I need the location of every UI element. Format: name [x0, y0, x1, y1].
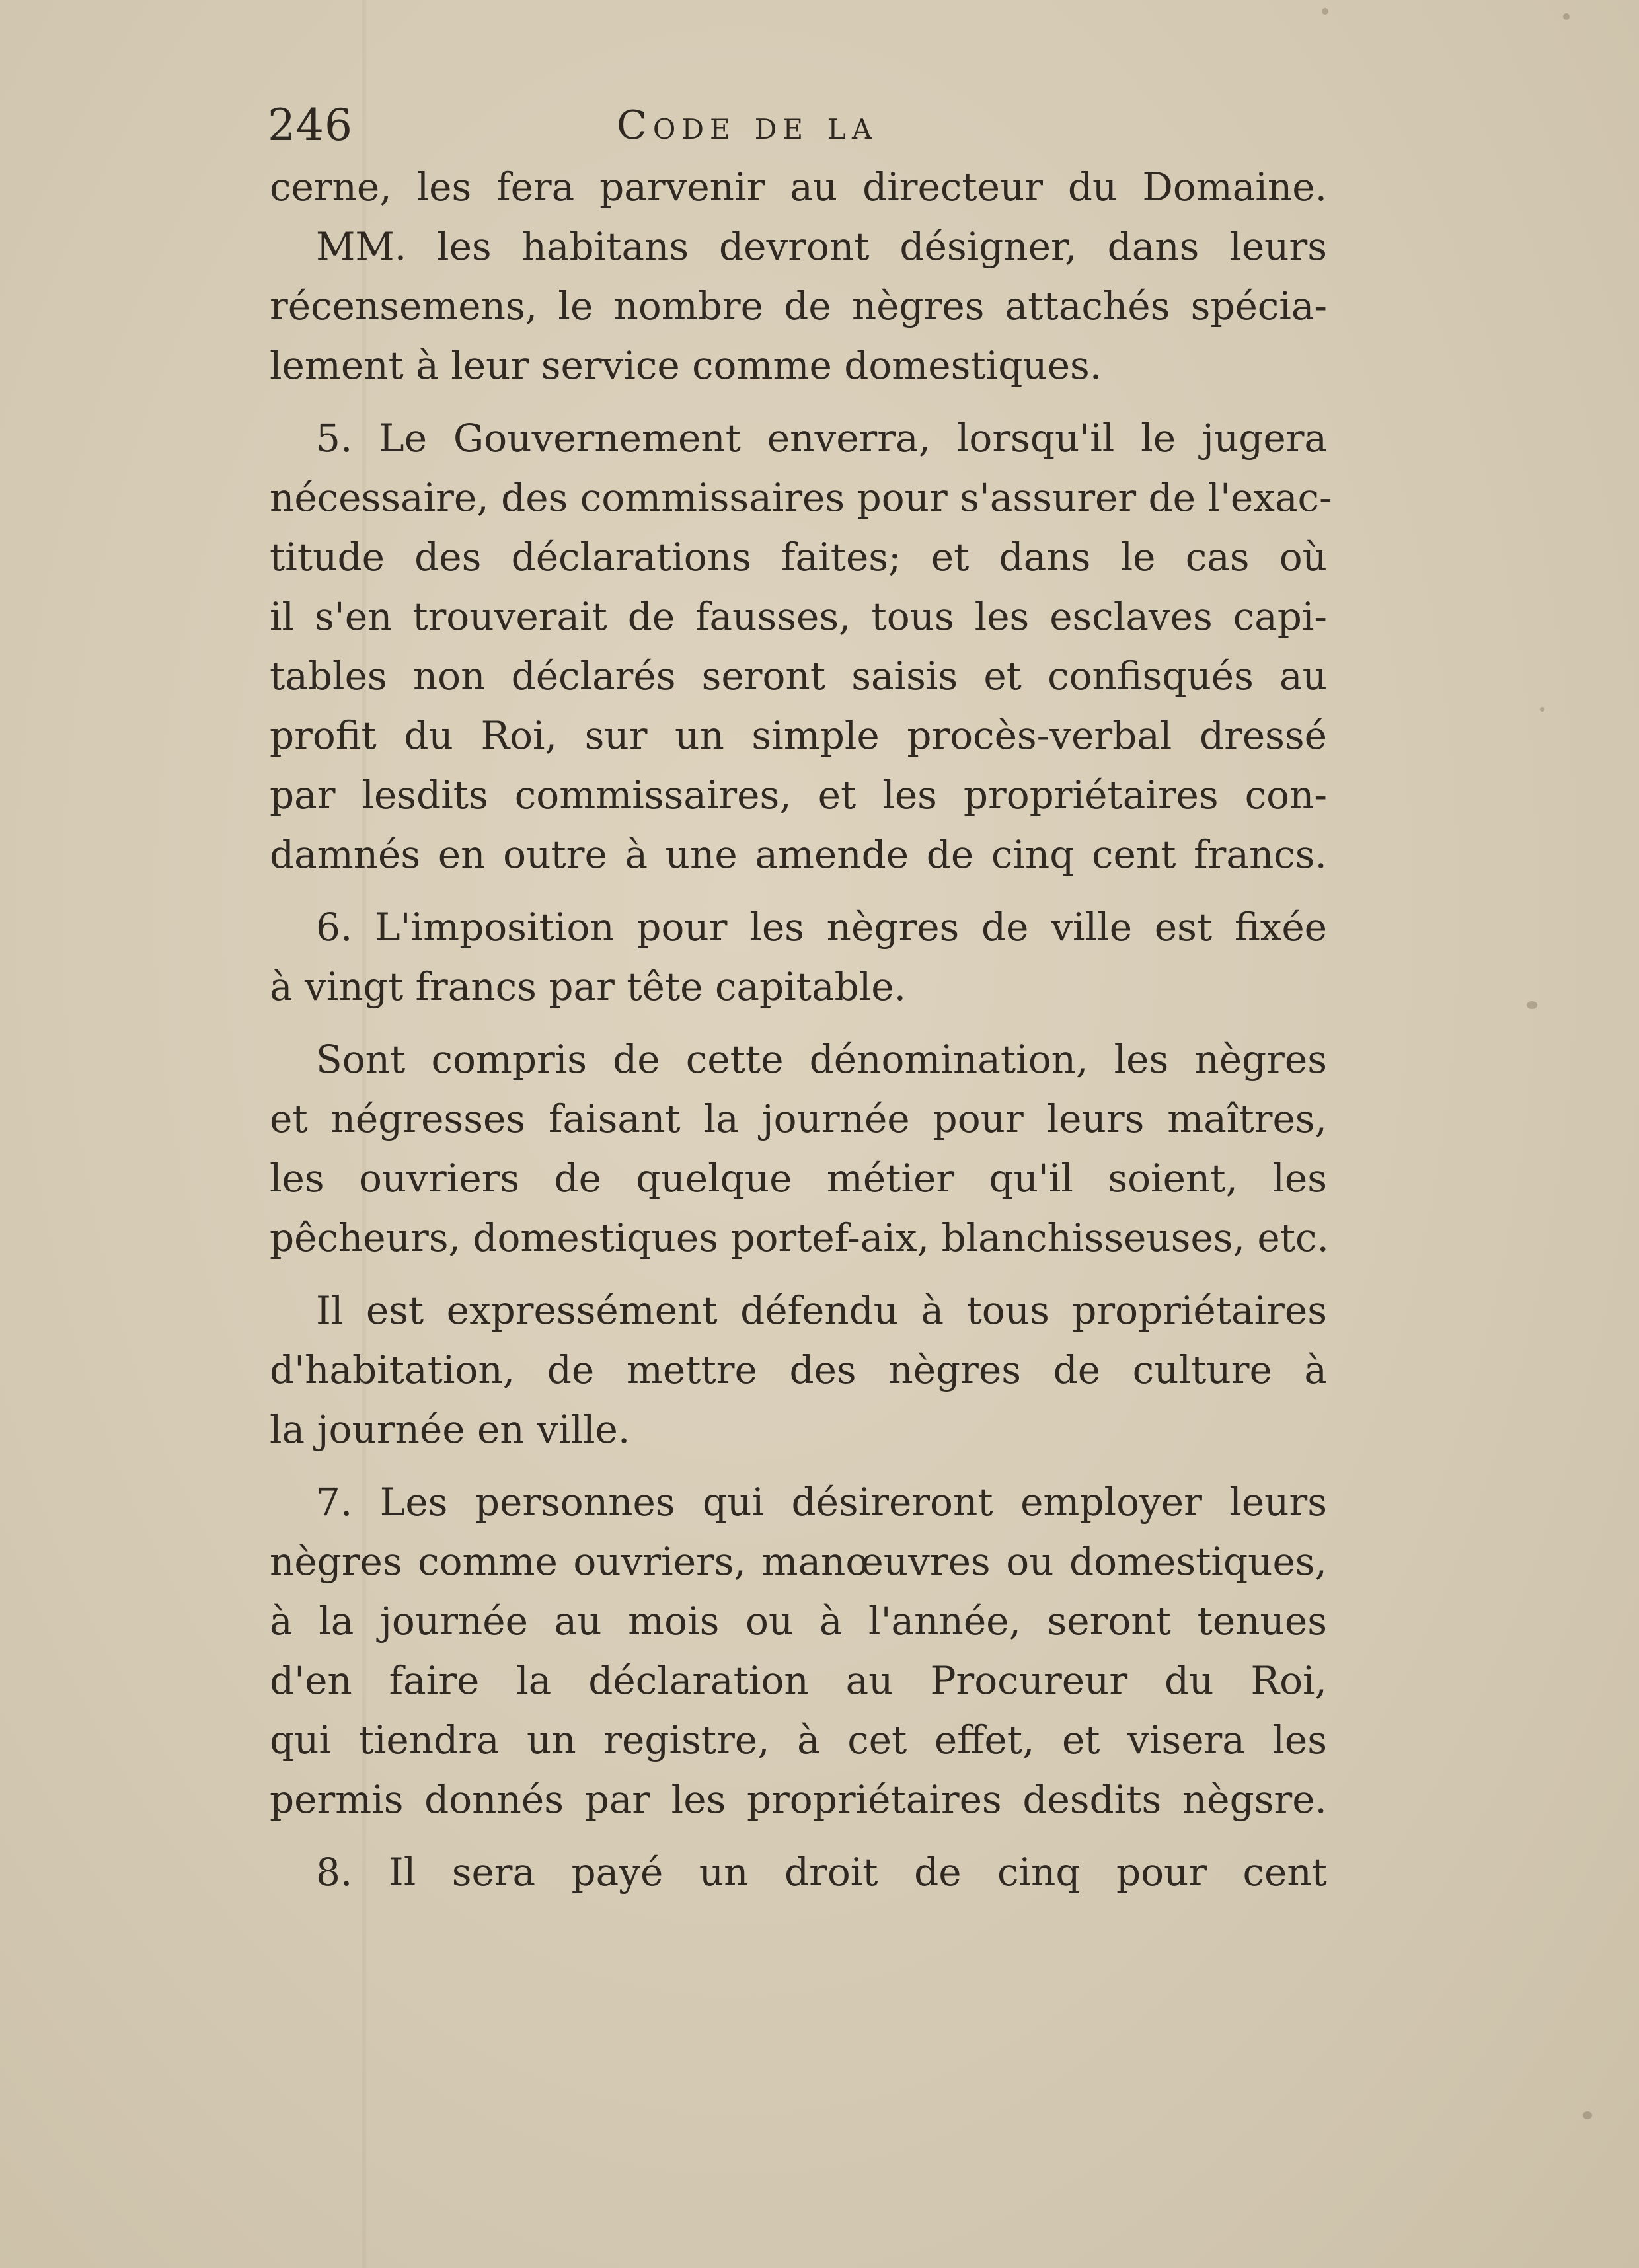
- text-line: MM. les habitans devront désigner, dans leurs: [316, 224, 1327, 269]
- foxing-spot: [1583, 2111, 1592, 2119]
- text-line: 6. L'imposition pour les nègres de ville est fixée: [316, 905, 1327, 950]
- text-line: Il est expressément défendu à tous propriétaires: [316, 1288, 1327, 1333]
- running-header: [268, 99, 1325, 152]
- text-line: 8. Il sera payé un droit de cinq pour cent: [316, 1850, 1327, 1895]
- text-line: à la journée au mois ou à l'année, seront tenues: [270, 1599, 1327, 1644]
- text-line: profit du Roi, sur un simple procès-verbal dressé: [270, 713, 1327, 758]
- text-line: 5. Le Gouvernement enverra, lorsqu'il le jugera: [316, 416, 1327, 461]
- text-line: permis donnés par les propriétaires desdits nègsre.: [270, 1777, 1327, 1822]
- text-line: 7. Les personnes qui désireront employer leurs: [316, 1480, 1327, 1525]
- running-title: Code de la: [617, 102, 878, 149]
- text-line: nécessaire, des commissaires pour s'assurer de l'exac-: [270, 475, 1332, 520]
- text-line: d'en faire la déclaration au Procureur du Roi,: [270, 1658, 1327, 1703]
- foxing-spot: [1322, 8, 1328, 15]
- foxing-spot: [1563, 13, 1570, 20]
- text-line: la journée en ville.: [270, 1407, 630, 1452]
- foxing-spot: [1527, 1001, 1537, 1009]
- text-line: et négresses faisant la journée pour leurs maîtres,: [270, 1096, 1327, 1141]
- text-line: qui tiendra un registre, à cet effet, et visera les: [270, 1718, 1327, 1762]
- text-line: par lesdits commissaires, et les propriétaires con-: [270, 773, 1327, 817]
- text-line: cerne, les fera parvenir au directeur du Domaine.: [270, 165, 1327, 209]
- text-line: tables non déclarés seront saisis et confisqués au: [270, 654, 1327, 699]
- text-line: nègres comme ouvriers, manœuvres ou domestiques,: [270, 1539, 1327, 1584]
- text-line: d'habitation, de mettre des nègres de culture à: [270, 1347, 1327, 1392]
- text-line: les ouvriers de quelque métier qu'il soient, les: [270, 1156, 1327, 1201]
- foxing-spot: [1540, 707, 1544, 712]
- text-line: à vingt francs par tête capitable.: [270, 964, 907, 1009]
- text-line: titude des déclarations faites; et dans le cas où: [270, 535, 1327, 580]
- text-line: il s'en trouverait de fausses, tous les esclaves capi-: [270, 594, 1327, 639]
- text-line: damnés en outre à une amende de cinq cent francs.: [270, 832, 1327, 877]
- page-number: 246: [268, 100, 353, 151]
- text-line: récensemens, le nombre de nègres attachés spécia-: [270, 284, 1327, 328]
- text-line: pêcheurs, domestiques portef-aix, blanchisseuses, etc.: [270, 1215, 1329, 1260]
- text-line: Sont compris de cette dénomination, les nègres: [316, 1037, 1327, 1082]
- text-line: lement à leur service comme domestiques.: [270, 343, 1102, 388]
